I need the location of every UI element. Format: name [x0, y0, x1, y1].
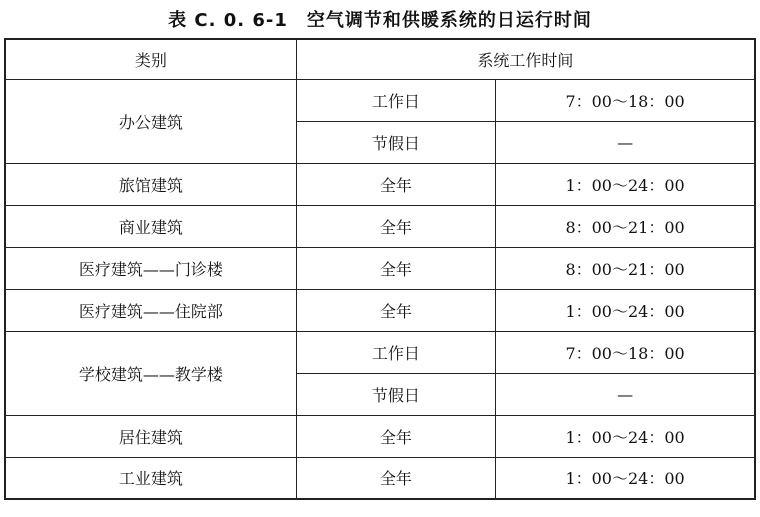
time-cell: 1：00～24：00 — [496, 415, 755, 457]
category-cell: 商业建筑 — [5, 205, 296, 247]
table-row — [5, 79, 755, 121]
table-row — [5, 247, 755, 289]
table-row — [5, 205, 755, 247]
time-cell: 1：00～24：00 — [496, 163, 755, 205]
period-cell: 全年 — [296, 289, 495, 331]
time-cell: 8：00～21：00 — [496, 205, 755, 247]
table-row — [5, 289, 755, 331]
table-header-row — [5, 39, 755, 79]
period-cell: 全年 — [296, 163, 495, 205]
category-cell: 医疗建筑——门诊楼 — [5, 247, 296, 289]
period-cell: 全年 — [296, 247, 495, 289]
time-cell: 8：00～21：00 — [496, 247, 755, 289]
time-cell: 7：00～18：00 — [496, 331, 755, 373]
period-cell: 节假日 — [296, 121, 495, 163]
category-cell: 学校建筑——教学楼 — [5, 331, 296, 415]
table-row — [5, 331, 755, 373]
period-cell: 工作日 — [296, 331, 495, 373]
header-category: 类别 — [5, 39, 296, 79]
category-cell: 旅馆建筑 — [5, 163, 296, 205]
table-row — [5, 163, 755, 205]
table-row — [5, 457, 755, 499]
period-cell: 工作日 — [296, 79, 495, 121]
category-cell: 工业建筑 — [5, 457, 296, 499]
category-cell: 居住建筑 — [5, 415, 296, 457]
period-cell: 节假日 — [296, 373, 495, 415]
time-cell: — — [496, 121, 755, 163]
time-cell: 7：00～18：00 — [496, 79, 755, 121]
table-row — [5, 415, 755, 457]
operation-time-table — [4, 38, 756, 500]
period-cell: 全年 — [296, 415, 495, 457]
period-cell: 全年 — [296, 457, 495, 499]
time-cell: 1：00～24：00 — [496, 289, 755, 331]
table-title: 表 C. 0. 6-1 空气调节和供暖系统的日运行时间 — [168, 10, 592, 31]
time-cell: 1：00～24：00 — [496, 457, 755, 499]
category-cell: 办公建筑 — [5, 79, 296, 163]
header-work-time: 系统工作时间 — [296, 39, 755, 79]
category-cell: 医疗建筑——住院部 — [5, 289, 296, 331]
time-cell: — — [496, 373, 755, 415]
period-cell: 全年 — [296, 205, 495, 247]
